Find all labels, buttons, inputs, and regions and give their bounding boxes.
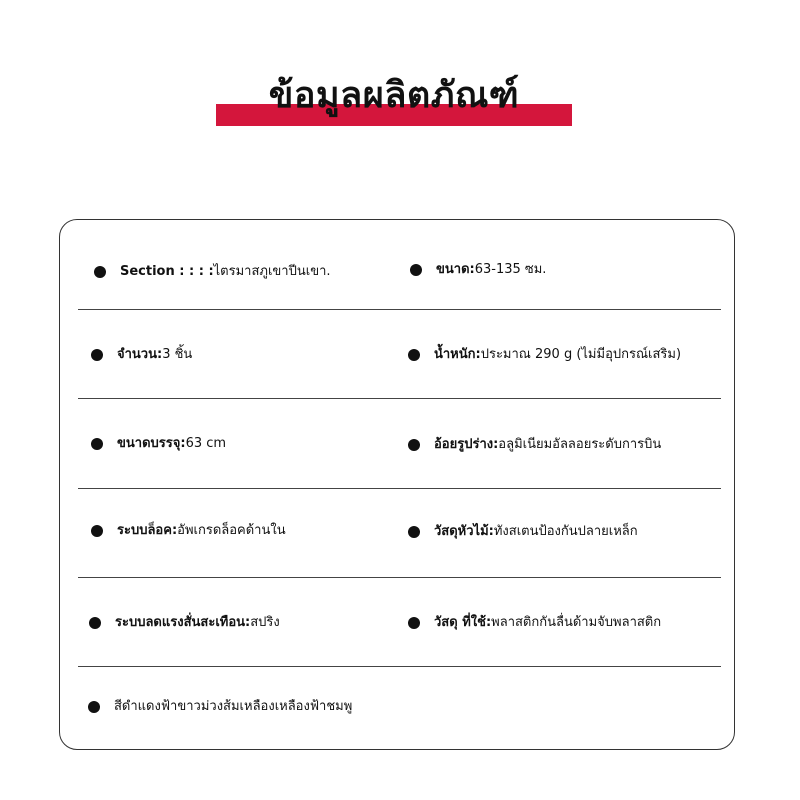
spec-weight-label: น้ำหนัก: (434, 347, 481, 362)
spec-tip-material-value: ทังสเตนป้องกันปลายเหล็ก (493, 524, 638, 539)
spec-tip-material-label: วัสดุหัวไม้: (434, 524, 494, 539)
bullet-icon (408, 526, 420, 538)
bullet-icon (408, 349, 420, 361)
bullet-icon (89, 617, 101, 629)
spec-size-value: 63-135 ซม. (474, 262, 547, 277)
spec-pieces-value: 3 ชิ้น (162, 347, 193, 362)
spec-pieces (91, 346, 192, 364)
spec-lock-system-label: ระบบล็อค: (117, 523, 178, 538)
spec-pieces-label: จำนวน: (117, 347, 163, 362)
spec-tip-material (408, 523, 638, 541)
spec-package-size (91, 435, 226, 453)
spec-section-value: ไตรมาสภูเขาปีนเขา. (213, 264, 331, 279)
spec-shock-absorber-label: ระบบลดแรงสั่นสะเทือน: (115, 615, 251, 630)
spec-weight-value: ประมาณ 290 g (ไม่มีอุปกรณ์เสริม) (480, 347, 682, 362)
bullet-icon (408, 617, 420, 629)
row-divider (78, 309, 721, 310)
spec-weight (408, 346, 681, 364)
spec-size-label: ขนาด: (436, 262, 475, 277)
bullet-icon (88, 701, 100, 713)
bullet-icon (94, 266, 106, 278)
bullet-icon (91, 525, 103, 537)
spec-card (59, 219, 735, 750)
page-title: ข้อมูลผลิตภัณฑ์ (268, 75, 520, 116)
page-title-block (216, 70, 572, 126)
spec-shock-absorber (89, 614, 280, 632)
bullet-icon (408, 439, 420, 451)
row-divider (78, 666, 721, 667)
bullet-icon (410, 264, 422, 276)
spec-size (410, 261, 546, 279)
spec-accessories-value: อลูมิเนียมอัลลอยระดับการบิน (498, 437, 662, 452)
spec-accessories (408, 436, 661, 454)
spec-handle-material-label: วัสดุ ที่ใช้: (434, 615, 492, 630)
spec-shock-absorber-value: สปริง (250, 615, 280, 630)
spec-lock-system (91, 522, 286, 540)
bullet-icon (91, 349, 103, 361)
spec-package-size-value: 63 cm (185, 436, 227, 451)
spec-handle-material (408, 614, 661, 632)
spec-section-label: Section : : : : (120, 264, 214, 279)
spec-accessories-label: อ้อยรูปร่าง: (434, 437, 499, 452)
bullet-icon (91, 438, 103, 450)
spec-handle-material-value: พลาสติกกันลื่นด้ามจับพลาสติก (491, 615, 662, 630)
spec-colors-value: สีดำแดงฟ้าขาวม่วงส้มเหลืองเหลืองฟ้าชมพู (114, 699, 353, 714)
row-divider (78, 488, 721, 489)
row-divider (78, 577, 721, 578)
spec-section (94, 263, 331, 281)
spec-colors (88, 698, 352, 716)
spec-package-size-label: ขนาดบรรจุ: (117, 436, 186, 451)
spec-lock-system-value: อัพเกรดล็อคด้านใน (177, 523, 286, 538)
row-divider (78, 398, 721, 399)
